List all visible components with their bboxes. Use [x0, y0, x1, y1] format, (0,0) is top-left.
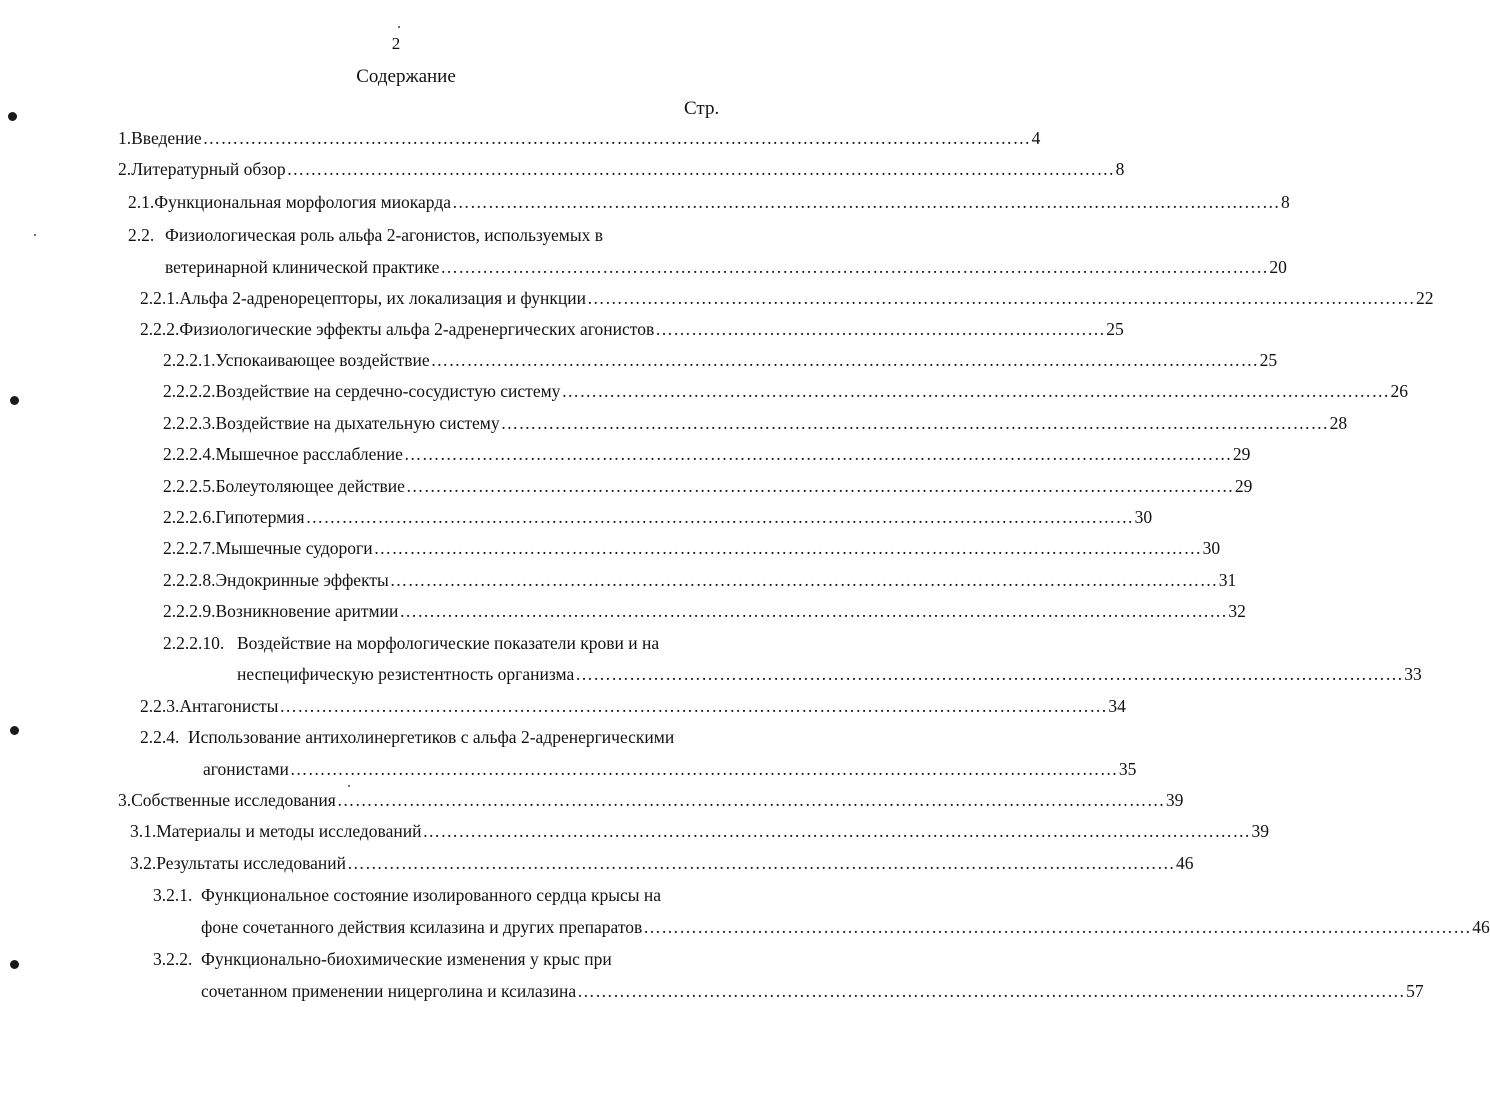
toc-entry-page: 33 [1404, 664, 1422, 684]
page-column-label: Стр. [684, 98, 720, 119]
toc-entry-page: 25 [1106, 319, 1124, 339]
toc-entry[interactable] [163, 476, 1253, 500]
dot-leader: ………………………………………………………………………………………………………………………… [289, 759, 1118, 779]
toc-entry-title-continued: агонистами [203, 759, 289, 779]
toc-entry-page: 30 [1134, 507, 1153, 527]
toc-entry-page: 46 [1175, 853, 1194, 873]
toc-entry-title: Антагонисты [179, 696, 279, 716]
toc-entry-number: 2.2.2.9. [163, 601, 216, 621]
toc-entry-page: 46 [1472, 917, 1490, 937]
toc-entry[interactable] [130, 853, 1194, 877]
toc-entry-title: Материалы и методы исследований [156, 821, 422, 841]
dot-leader: ………………………………………………………………………………………………………………………… [586, 288, 1415, 308]
toc-entry-number: 2.2.2.3. [163, 413, 216, 433]
toc-entry[interactable] [163, 413, 1348, 437]
scan-speck [398, 26, 400, 28]
toc-entry-page: 29 [1234, 476, 1253, 496]
toc-entry-page: 35 [1118, 759, 1137, 779]
toc-entry-title-continued: фоне сочетанного действия ксилазина и других препаратов [201, 917, 643, 937]
dot-leader: ………………………………………………………………………………………………………………………… [373, 538, 1202, 558]
scan-speck [348, 785, 350, 787]
toc-entry[interactable] [153, 949, 728, 973]
toc-entry-number: 2.2. [128, 225, 155, 245]
toc-entry[interactable] [163, 350, 1278, 374]
toc-entry-continuation[interactable] [203, 759, 1137, 783]
toc-entry-title: Мышечные судороги [215, 538, 373, 558]
toc-entry-title: Возникновение аритмии [215, 601, 399, 621]
toc-entry-number: 2.2.1. [140, 288, 180, 308]
toc-entry-page: 32 [1228, 601, 1246, 621]
dot-leader: ………………………………………………………………………………………………………………………… [403, 444, 1232, 464]
dot-leader: ………………………………………………………………………………………………………………………… [279, 696, 1108, 716]
toc-entry[interactable] [163, 633, 723, 657]
toc-entry-continuation[interactable] [237, 664, 1422, 688]
toc-entry-number: 2.1. [128, 192, 155, 212]
dot-leader: ………………………………………………………………………………………………………………………… [405, 476, 1234, 496]
toc-entry-title: Использование антихолинергетиков с альфа 2-адренергическими [188, 727, 675, 747]
dot-leader: ………………………………………………………………………………………………………………………… [575, 664, 1404, 684]
dot-leader: ………………………………………………………………………………………………………………………… [422, 821, 1251, 841]
toc-entry-page: 8 [1281, 192, 1290, 212]
toc-entry-number: 2.2.2.8. [163, 570, 216, 590]
toc-entry-number: 2.2.2.10. [163, 633, 225, 653]
toc-entry[interactable] [118, 128, 1041, 152]
toc-entry-number: 2. [118, 159, 132, 179]
toc-entry-number: 2.2.2.1. [163, 350, 216, 370]
dot-leader: ………………………………………………………………………………………………………………………… [643, 917, 1472, 937]
dot-leader: ………………………………………………………………… [655, 319, 1106, 339]
punch-hole-mark [8, 112, 17, 121]
punch-hole-mark [10, 396, 19, 405]
toc-entry-page: 34 [1108, 696, 1126, 716]
toc-entry-page: 20 [1269, 257, 1287, 277]
toc-entry-number: 2.2.2.5. [163, 476, 216, 496]
toc-entry-number: 3. [118, 790, 132, 810]
toc-entry-title: Собственные исследования [131, 790, 336, 810]
toc-entry-title-continued: неспецифическую резистентность организма [237, 664, 575, 684]
toc-entry-title: Воздействие на сердечно-сосудистую систему [215, 381, 561, 401]
toc-entry-page: 57 [1406, 981, 1424, 1001]
toc-entry-title: Функционально-биохимические изменения у крыс при [201, 949, 612, 969]
toc-entry-title: Функциональное состояние изолированного сердца крысы на [201, 885, 662, 905]
page-number: 2 [391, 34, 401, 53]
toc-entry-title: Литературный обзор [131, 159, 286, 179]
punch-hole-mark [10, 726, 19, 735]
toc-entry[interactable] [140, 288, 1434, 312]
toc-entry[interactable] [118, 159, 1125, 183]
toc-entry-title: Результаты исследований [156, 853, 346, 873]
toc-entry-number: 2.2.4. [140, 727, 180, 747]
dot-leader: ………………………………………………………………………………………………………………………… [440, 257, 1269, 277]
toc-entry[interactable] [140, 727, 720, 751]
toc-entry[interactable] [163, 601, 1246, 625]
toc-entry-continuation[interactable] [201, 917, 1490, 941]
toc-entry-title: Воздействие на морфологические показатели крови и на [237, 633, 660, 653]
toc-entry-page: 29 [1232, 444, 1251, 464]
toc-entry-title-continued: сочетанном применении ницерголина и ксилазина [201, 981, 577, 1001]
scan-speck [34, 234, 36, 236]
toc-entry-number: 2.2.2.7. [163, 538, 216, 558]
toc-entry-title: Эндокринные эффекты [215, 570, 389, 590]
dot-leader: ………………………………………………………………………………………………………………………… [577, 981, 1406, 1001]
toc-entry-number: 2.2.2.4. [163, 444, 216, 464]
toc-entry-number: 2.2.2.2. [163, 381, 216, 401]
toc-entry-title-continued: ветеринарной клинической практике [165, 257, 440, 277]
dot-leader: ………………………………………………………………………………………………………………………… [500, 413, 1329, 433]
toc-entry[interactable] [163, 570, 1237, 594]
dot-leader: ………………………………………………………………………………………………………………………… [430, 350, 1259, 370]
dot-leader: ………………………………………………………………………………………………………………………… [346, 853, 1175, 873]
page-title: Содержание [356, 66, 456, 87]
toc-entry-page: 22 [1415, 288, 1434, 308]
toc-entry-page: 30 [1202, 538, 1221, 558]
dot-leader: ………………………………………………………………………………………………………………………… [286, 159, 1115, 179]
toc-entry[interactable] [153, 885, 728, 909]
toc-entry-title: Мышечное расслабление [215, 444, 403, 464]
toc-entry-title: Физиологическая роль альфа 2-агонистов, используемых в [165, 225, 603, 245]
dot-leader: ………………………………………………………………………………………………………………………… [389, 570, 1218, 590]
toc-entry[interactable] [163, 538, 1221, 562]
toc-entry-title: Болеутоляющее действие [215, 476, 405, 496]
toc-entry-number: 3.2.2. [153, 949, 193, 969]
toc-entry-continuation[interactable] [165, 257, 1287, 281]
toc-entry-page: 39 [1165, 790, 1184, 810]
toc-entry-title: Альфа 2-адренорецепторы, их локализация и функции [179, 288, 586, 308]
toc-entry-number: 2.2.2.6. [163, 507, 216, 527]
toc-entry-title: Физиологические эффекты альфа 2-адренергических агонистов [179, 319, 655, 339]
dot-leader: ………………………………………………………………………………………………………………………… [305, 507, 1134, 527]
toc-entry-number: 3.1. [130, 821, 157, 841]
toc-entry-number: 3.2.1. [153, 885, 193, 905]
toc-entry[interactable] [163, 444, 1251, 468]
toc-entry[interactable] [118, 790, 1184, 814]
dot-leader: ………………………………………………………………………………………………………………………… [202, 128, 1031, 148]
toc-entry-page: 39 [1251, 821, 1269, 841]
dot-leader: ………………………………………………………………………………………………………………………… [336, 790, 1165, 810]
toc-entry[interactable] [163, 507, 1153, 531]
toc-entry-title: Успокаивающее воздействие [215, 350, 430, 370]
toc-entry[interactable] [130, 821, 1269, 845]
toc-entry-number: 2.2.3. [140, 696, 180, 716]
toc-entry-title: Гипотермия [215, 507, 305, 527]
toc-entry[interactable] [140, 696, 1126, 720]
toc-entry-title: Функциональная морфология миокарда [154, 192, 451, 212]
toc-entry-number: 2.2.2. [140, 319, 180, 339]
toc-entry-continuation[interactable] [201, 981, 1424, 1005]
toc-entry-page: 26 [1390, 381, 1408, 401]
dot-leader: ………………………………………………………………………………………………………………………… [399, 601, 1228, 621]
toc-entry-title: Воздействие на дыхательную систему [215, 413, 500, 433]
toc-entry-page: 25 [1259, 350, 1278, 370]
toc-entry[interactable] [140, 319, 1124, 343]
toc-entry[interactable] [128, 225, 688, 249]
toc-entry-page: 8 [1115, 159, 1125, 179]
toc-entry[interactable] [128, 192, 1290, 216]
toc-entry-number: 3.2. [130, 853, 157, 873]
toc-entry-title: Введение [131, 128, 202, 148]
dot-leader: ………………………………………………………………………………………………………………………… [561, 381, 1390, 401]
toc-entry-page: 31 [1218, 570, 1237, 590]
toc-entry-page: 28 [1329, 413, 1348, 433]
punch-hole-mark [10, 960, 19, 969]
dot-leader: ………………………………………………………………………………………………………………………… [452, 192, 1280, 212]
toc-entry[interactable] [163, 381, 1408, 405]
toc-entry-number: 1. [118, 128, 132, 148]
toc-entry-page: 4 [1031, 128, 1041, 148]
